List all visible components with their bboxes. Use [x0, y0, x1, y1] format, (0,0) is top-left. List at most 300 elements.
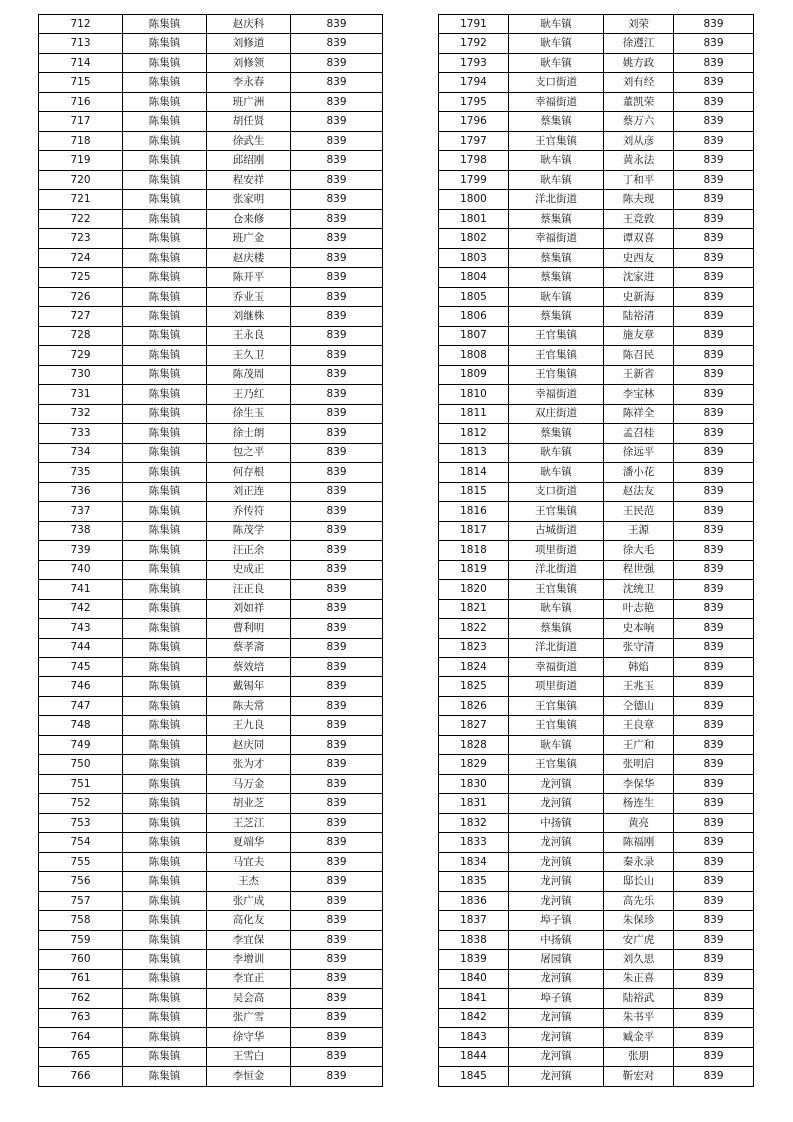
township-cell: 陈集镇 — [123, 638, 207, 657]
name-cell: 刘如祥 — [207, 599, 291, 618]
township-cell: 耿车镇 — [509, 599, 604, 618]
name-cell: 王兆玉 — [604, 677, 674, 696]
amount-cell: 839 — [291, 891, 383, 910]
township-cell: 陈集镇 — [123, 891, 207, 910]
row-number-cell: 1833 — [439, 833, 509, 852]
name-cell: 吴会高 — [207, 989, 291, 1008]
township-cell: 龙河镇 — [509, 969, 604, 988]
row-number-cell: 760 — [39, 950, 123, 969]
township-cell: 王官集镇 — [509, 580, 604, 599]
name-cell: 史西友 — [604, 248, 674, 267]
row-number-cell: 1823 — [439, 638, 509, 657]
township-cell: 龙河镇 — [509, 1028, 604, 1047]
table-row — [39, 424, 383, 443]
name-cell: 赵庆楼 — [207, 248, 291, 267]
amount-cell: 839 — [291, 638, 383, 657]
name-cell: 马宜夫 — [207, 852, 291, 871]
amount-cell: 839 — [674, 599, 754, 618]
row-number-cell: 1814 — [439, 463, 509, 482]
row-number-cell: 1845 — [439, 1067, 509, 1086]
row-number-cell: 751 — [39, 774, 123, 793]
amount-cell: 839 — [674, 151, 754, 170]
row-number-cell: 1830 — [439, 774, 509, 793]
table-row — [39, 365, 383, 384]
table-row — [439, 268, 754, 287]
row-number-cell: 1826 — [439, 696, 509, 715]
name-cell: 仝德山 — [604, 696, 674, 715]
township-cell: 陈集镇 — [123, 482, 207, 501]
township-cell: 陈集镇 — [123, 502, 207, 521]
township-cell: 王官集镇 — [509, 696, 604, 715]
row-number-cell: 1809 — [439, 365, 509, 384]
township-cell: 王官集镇 — [509, 131, 604, 150]
row-number-cell: 1808 — [439, 346, 509, 365]
row-number-cell: 716 — [39, 92, 123, 111]
amount-cell: 839 — [291, 365, 383, 384]
table-row — [39, 560, 383, 579]
amount-cell: 839 — [291, 930, 383, 949]
amount-cell: 839 — [674, 521, 754, 540]
name-cell: 曹利明 — [207, 619, 291, 638]
amount-cell: 839 — [291, 34, 383, 53]
table-row — [439, 287, 754, 306]
township-cell: 陈集镇 — [123, 404, 207, 423]
row-number-cell: 739 — [39, 541, 123, 560]
table-row — [439, 424, 754, 443]
row-number-cell: 1836 — [439, 891, 509, 910]
name-cell: 王芝江 — [207, 813, 291, 832]
amount-cell: 839 — [674, 657, 754, 676]
name-cell: 乔业玉 — [207, 287, 291, 306]
township-cell: 屠园镇 — [509, 950, 604, 969]
right-table-body — [439, 15, 754, 1087]
name-cell: 李保华 — [604, 774, 674, 793]
township-cell: 陈集镇 — [123, 34, 207, 53]
name-cell: 邸长山 — [604, 872, 674, 891]
amount-cell: 839 — [291, 151, 383, 170]
township-cell: 陈集镇 — [123, 151, 207, 170]
name-cell: 叶志艳 — [604, 599, 674, 618]
table-row — [439, 404, 754, 423]
row-number-cell: 1803 — [439, 248, 509, 267]
row-number-cell: 736 — [39, 482, 123, 501]
left-table-body — [39, 15, 383, 1087]
table-row — [439, 170, 754, 189]
amount-cell: 839 — [291, 1008, 383, 1027]
amount-cell: 839 — [291, 696, 383, 715]
name-cell: 王九良 — [207, 716, 291, 735]
township-cell: 陈集镇 — [123, 248, 207, 267]
amount-cell: 839 — [291, 989, 383, 1008]
amount-cell: 839 — [291, 268, 383, 287]
amount-cell: 839 — [674, 482, 754, 501]
table-row — [439, 1047, 754, 1066]
row-number-cell: 744 — [39, 638, 123, 657]
amount-cell: 839 — [674, 443, 754, 462]
name-cell: 张广成 — [207, 891, 291, 910]
township-cell: 双庄街道 — [509, 404, 604, 423]
table-row — [39, 969, 383, 988]
township-cell: 陈集镇 — [123, 170, 207, 189]
row-number-cell: 1844 — [439, 1047, 509, 1066]
row-number-cell: 1802 — [439, 229, 509, 248]
name-cell: 邱绍刚 — [207, 151, 291, 170]
table-row — [39, 989, 383, 1008]
row-number-cell: 1800 — [439, 190, 509, 209]
name-cell: 徐遵江 — [604, 34, 674, 53]
name-cell: 王乃红 — [207, 385, 291, 404]
name-cell: 陈开平 — [207, 268, 291, 287]
row-number-cell: 1831 — [439, 794, 509, 813]
amount-cell: 839 — [674, 794, 754, 813]
township-cell: 陈集镇 — [123, 268, 207, 287]
amount-cell: 839 — [291, 502, 383, 521]
name-cell: 刘修领 — [207, 53, 291, 72]
table-row — [439, 891, 754, 910]
table-row — [39, 852, 383, 871]
table-row — [39, 131, 383, 150]
name-cell: 陈祥全 — [604, 404, 674, 423]
township-cell: 耿车镇 — [509, 34, 604, 53]
table-row — [39, 1067, 383, 1086]
table-row — [39, 580, 383, 599]
name-cell: 李宜正 — [207, 969, 291, 988]
township-cell: 陈集镇 — [123, 657, 207, 676]
township-cell: 陈集镇 — [123, 15, 207, 34]
name-cell: 沈统卫 — [604, 580, 674, 599]
amount-cell: 839 — [291, 657, 383, 676]
amount-cell: 839 — [674, 365, 754, 384]
amount-cell: 839 — [674, 560, 754, 579]
amount-cell: 839 — [674, 1008, 754, 1027]
table-row — [39, 619, 383, 638]
amount-cell: 839 — [291, 560, 383, 579]
township-cell: 王官集镇 — [509, 755, 604, 774]
amount-cell: 839 — [674, 92, 754, 111]
row-number-cell: 1820 — [439, 580, 509, 599]
table-row — [439, 716, 754, 735]
township-cell: 陈集镇 — [123, 229, 207, 248]
row-number-cell: 743 — [39, 619, 123, 638]
township-cell: 幸福街道 — [509, 229, 604, 248]
township-cell: 陈集镇 — [123, 53, 207, 72]
table-row — [439, 580, 754, 599]
table-row — [39, 34, 383, 53]
township-cell: 陈集镇 — [123, 735, 207, 754]
amount-cell: 839 — [291, 424, 383, 443]
table-row — [39, 677, 383, 696]
amount-cell: 839 — [674, 580, 754, 599]
amount-cell: 839 — [674, 209, 754, 228]
amount-cell: 839 — [674, 891, 754, 910]
table-row — [439, 307, 754, 326]
name-cell: 李增训 — [207, 950, 291, 969]
amount-cell: 839 — [674, 989, 754, 1008]
name-cell: 班广洲 — [207, 92, 291, 111]
table-row — [439, 443, 754, 462]
township-cell: 王官集镇 — [509, 365, 604, 384]
name-cell: 谭双喜 — [604, 229, 674, 248]
row-number-cell: 718 — [39, 131, 123, 150]
amount-cell: 839 — [674, 677, 754, 696]
row-number-cell: 1815 — [439, 482, 509, 501]
row-number-cell: 752 — [39, 794, 123, 813]
table-row — [439, 229, 754, 248]
township-cell: 陈集镇 — [123, 813, 207, 832]
name-cell: 姚方政 — [604, 53, 674, 72]
row-number-cell: 750 — [39, 755, 123, 774]
name-cell: 汪正良 — [207, 580, 291, 599]
table-row — [39, 755, 383, 774]
table-row — [39, 326, 383, 345]
township-cell: 洋北街道 — [509, 190, 604, 209]
table-row — [39, 1028, 383, 1047]
name-cell: 蔡效培 — [207, 657, 291, 676]
row-number-cell: 728 — [39, 326, 123, 345]
name-cell: 张明启 — [604, 755, 674, 774]
amount-cell: 839 — [674, 716, 754, 735]
name-cell: 王永良 — [207, 326, 291, 345]
name-cell: 王广和 — [604, 735, 674, 754]
name-cell: 王杰 — [207, 872, 291, 891]
township-cell: 陈集镇 — [123, 443, 207, 462]
township-cell: 陈集镇 — [123, 677, 207, 696]
township-cell: 陈集镇 — [123, 1028, 207, 1047]
name-cell: 班广金 — [207, 229, 291, 248]
township-cell: 陈集镇 — [123, 599, 207, 618]
township-cell: 洋北街道 — [509, 560, 604, 579]
name-cell: 赵庆科 — [207, 15, 291, 34]
name-cell: 刘荣 — [604, 15, 674, 34]
amount-cell: 839 — [291, 15, 383, 34]
township-cell: 龙河镇 — [509, 833, 604, 852]
name-cell: 张守清 — [604, 638, 674, 657]
name-cell: 孟召桂 — [604, 424, 674, 443]
township-cell: 蔡集镇 — [509, 619, 604, 638]
table-row — [439, 541, 754, 560]
name-cell: 杨连生 — [604, 794, 674, 813]
table-row — [439, 1028, 754, 1047]
amount-cell: 839 — [291, 735, 383, 754]
row-number-cell: 761 — [39, 969, 123, 988]
township-cell: 陈集镇 — [123, 463, 207, 482]
amount-cell: 839 — [674, 112, 754, 131]
table-row — [439, 112, 754, 131]
name-cell: 朱保珍 — [604, 911, 674, 930]
amount-cell: 839 — [291, 53, 383, 72]
name-cell: 施友章 — [604, 326, 674, 345]
amount-cell: 839 — [291, 619, 383, 638]
name-cell: 徐士朗 — [207, 424, 291, 443]
amount-cell: 839 — [674, 774, 754, 793]
table-row — [39, 638, 383, 657]
row-number-cell: 727 — [39, 307, 123, 326]
table-row — [39, 248, 383, 267]
amount-cell: 839 — [674, 930, 754, 949]
table-row — [39, 1047, 383, 1066]
township-cell: 陈集镇 — [123, 696, 207, 715]
table-row — [39, 268, 383, 287]
township-cell: 陈集镇 — [123, 346, 207, 365]
township-cell: 陈集镇 — [123, 755, 207, 774]
amount-cell: 839 — [291, 326, 383, 345]
township-cell: 龙河镇 — [509, 891, 604, 910]
township-cell: 龙河镇 — [509, 1067, 604, 1086]
name-cell: 李永春 — [207, 73, 291, 92]
row-number-cell: 723 — [39, 229, 123, 248]
name-cell: 张家明 — [207, 190, 291, 209]
row-number-cell: 1791 — [439, 15, 509, 34]
table-row — [439, 385, 754, 404]
township-cell: 项里街道 — [509, 541, 604, 560]
table-row — [39, 716, 383, 735]
row-number-cell: 745 — [39, 657, 123, 676]
amount-cell: 839 — [674, 53, 754, 72]
amount-cell: 839 — [291, 92, 383, 111]
township-cell: 蔡集镇 — [509, 424, 604, 443]
name-cell: 高化友 — [207, 911, 291, 930]
township-cell: 洋北街道 — [509, 638, 604, 657]
table-row — [439, 755, 754, 774]
township-cell: 蔡集镇 — [509, 248, 604, 267]
name-cell: 徐武生 — [207, 131, 291, 150]
table-row — [439, 599, 754, 618]
township-cell: 陈集镇 — [123, 989, 207, 1008]
name-cell: 秦永录 — [604, 852, 674, 871]
township-cell: 蔡集镇 — [509, 268, 604, 287]
township-cell: 项里街道 — [509, 677, 604, 696]
name-cell: 刘久思 — [604, 950, 674, 969]
amount-cell: 839 — [291, 287, 383, 306]
amount-cell: 839 — [674, 833, 754, 852]
amount-cell: 839 — [291, 521, 383, 540]
township-cell: 陈集镇 — [123, 131, 207, 150]
amount-cell: 839 — [291, 443, 383, 462]
name-cell: 刘有经 — [604, 73, 674, 92]
township-cell: 蔡集镇 — [509, 112, 604, 131]
table-row — [39, 735, 383, 754]
township-cell: 陈集镇 — [123, 1047, 207, 1066]
table-row — [439, 463, 754, 482]
table-row — [439, 833, 754, 852]
table-row — [39, 657, 383, 676]
name-cell: 王良章 — [604, 716, 674, 735]
amount-cell: 839 — [291, 1028, 383, 1047]
name-cell: 刘正连 — [207, 482, 291, 501]
name-cell: 陈夫现 — [604, 190, 674, 209]
amount-cell: 839 — [291, 872, 383, 891]
table-row — [439, 53, 754, 72]
amount-cell: 839 — [291, 404, 383, 423]
right-table — [438, 14, 754, 1087]
amount-cell: 839 — [674, 911, 754, 930]
township-cell: 陈集镇 — [123, 794, 207, 813]
township-cell: 陈集镇 — [123, 521, 207, 540]
row-number-cell: 755 — [39, 852, 123, 871]
amount-cell: 839 — [291, 307, 383, 326]
row-number-cell: 725 — [39, 268, 123, 287]
name-cell: 史本响 — [604, 619, 674, 638]
township-cell: 陈集镇 — [123, 716, 207, 735]
table-row — [39, 385, 383, 404]
row-number-cell: 1839 — [439, 950, 509, 969]
name-cell: 胡业芝 — [207, 794, 291, 813]
row-number-cell: 1841 — [439, 989, 509, 1008]
row-number-cell: 747 — [39, 696, 123, 715]
amount-cell: 839 — [674, 969, 754, 988]
row-number-cell: 713 — [39, 34, 123, 53]
name-cell: 丁和平 — [604, 170, 674, 189]
name-cell: 赵庆同 — [207, 735, 291, 754]
table-row — [39, 541, 383, 560]
table-row — [439, 482, 754, 501]
amount-cell: 839 — [674, 872, 754, 891]
amount-cell: 839 — [291, 385, 383, 404]
amount-cell: 839 — [674, 1067, 754, 1086]
name-cell: 陈茂学 — [207, 521, 291, 540]
name-cell: 王源 — [604, 521, 674, 540]
row-number-cell: 730 — [39, 365, 123, 384]
row-number-cell: 758 — [39, 911, 123, 930]
amount-cell: 839 — [291, 463, 383, 482]
amount-cell: 839 — [291, 346, 383, 365]
table-row — [39, 502, 383, 521]
row-number-cell: 726 — [39, 287, 123, 306]
amount-cell: 839 — [291, 1067, 383, 1086]
table-row — [39, 346, 383, 365]
township-cell: 陈集镇 — [123, 833, 207, 852]
township-cell: 王官集镇 — [509, 502, 604, 521]
row-number-cell: 715 — [39, 73, 123, 92]
amount-cell: 839 — [674, 638, 754, 657]
table-row — [39, 696, 383, 715]
row-number-cell: 1835 — [439, 872, 509, 891]
township-cell: 蔡集镇 — [509, 307, 604, 326]
table-row — [439, 92, 754, 111]
name-cell: 董凯荣 — [604, 92, 674, 111]
row-number-cell: 1827 — [439, 716, 509, 735]
amount-cell: 839 — [674, 287, 754, 306]
township-cell: 支口街道 — [509, 482, 604, 501]
township-cell: 支口街道 — [509, 73, 604, 92]
table-row — [439, 638, 754, 657]
amount-cell: 839 — [291, 774, 383, 793]
amount-cell: 839 — [291, 73, 383, 92]
township-cell: 埠子镇 — [509, 989, 604, 1008]
amount-cell: 839 — [674, 735, 754, 754]
table-row — [439, 930, 754, 949]
row-number-cell: 719 — [39, 151, 123, 170]
amount-cell: 839 — [674, 463, 754, 482]
amount-cell: 839 — [291, 716, 383, 735]
name-cell: 黄亮 — [604, 813, 674, 832]
row-number-cell: 731 — [39, 385, 123, 404]
township-cell: 龙河镇 — [509, 872, 604, 891]
row-number-cell: 1819 — [439, 560, 509, 579]
row-number-cell: 1817 — [439, 521, 509, 540]
name-cell: 黄永法 — [604, 151, 674, 170]
table-row — [39, 307, 383, 326]
amount-cell: 839 — [291, 131, 383, 150]
row-number-cell: 765 — [39, 1047, 123, 1066]
row-number-cell: 1807 — [439, 326, 509, 345]
table-row — [39, 950, 383, 969]
row-number-cell: 1794 — [439, 73, 509, 92]
amount-cell: 839 — [674, 502, 754, 521]
table-row — [439, 326, 754, 345]
amount-cell: 839 — [291, 482, 383, 501]
name-cell: 戴锡年 — [207, 677, 291, 696]
